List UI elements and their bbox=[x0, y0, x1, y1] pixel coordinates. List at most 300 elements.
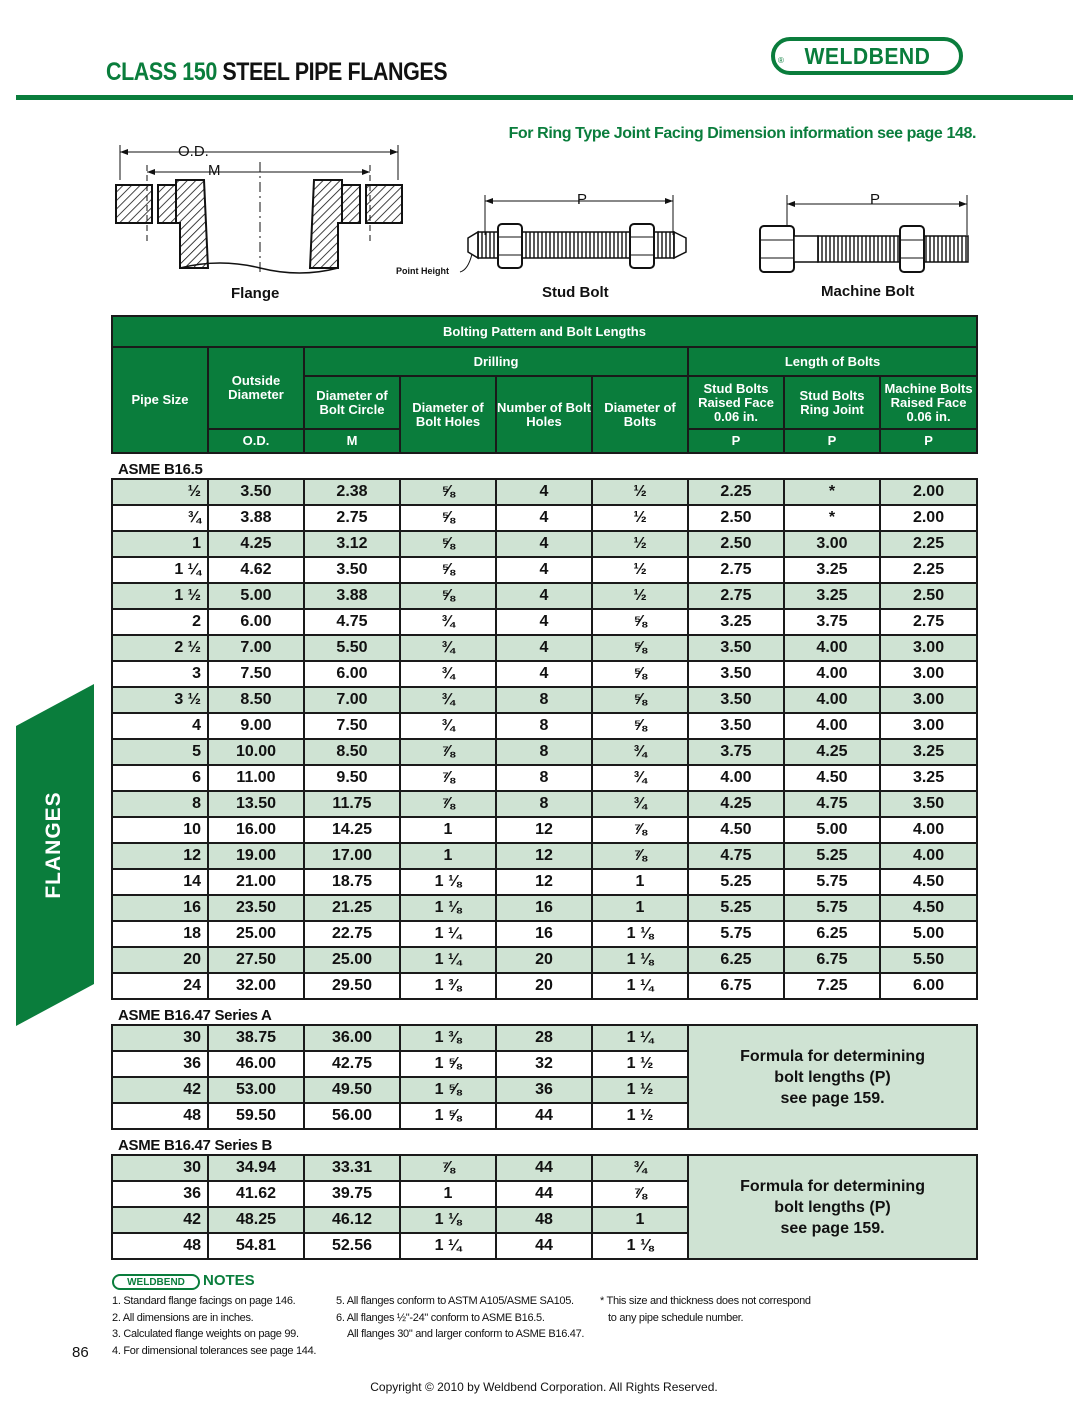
table-row bbox=[112, 791, 977, 817]
cell-outside-diameter: 8.50 bbox=[208, 687, 304, 713]
side-tab-label: FLANGES bbox=[42, 791, 65, 899]
cell-number-of-holes: 8 bbox=[496, 765, 592, 791]
cell-pipe-size: 20 bbox=[112, 947, 208, 973]
weldbend-logo bbox=[771, 37, 963, 75]
cell-bolt-circle: 9.50 bbox=[304, 765, 400, 791]
table-row bbox=[112, 583, 977, 609]
cell-machine-raised-face: 4.00 bbox=[880, 817, 977, 843]
cell-pipe-size: 30 bbox=[112, 1025, 208, 1051]
cell-machine-raised-face: 3.00 bbox=[880, 661, 977, 687]
page-title-class: CLASS 150 bbox=[106, 58, 217, 86]
cell-pipe-size: 16 bbox=[112, 895, 208, 921]
cell-bolt-diameter: ⅝ bbox=[592, 661, 688, 687]
table-row bbox=[112, 921, 977, 947]
formula-note bbox=[688, 1155, 977, 1259]
cell-bolt-hole-diameter: 1 ⅛ bbox=[400, 869, 496, 895]
cell-stud-ring-joint: 6.75 bbox=[784, 947, 880, 973]
cell-stud-ring-joint: 3.00 bbox=[784, 531, 880, 557]
cell-bolt-hole-diameter: 1 ⅝ bbox=[400, 1103, 496, 1129]
stud-p-label: P bbox=[577, 191, 588, 208]
table-row bbox=[112, 687, 977, 713]
cell-outside-diameter: 16.00 bbox=[208, 817, 304, 843]
table-row bbox=[112, 843, 977, 869]
od-dimension-label: O.D. bbox=[178, 143, 209, 160]
cell-number-of-holes: 12 bbox=[496, 817, 592, 843]
cell-machine-raised-face: 2.00 bbox=[880, 479, 977, 505]
cell-machine-raised-face: 5.50 bbox=[880, 947, 977, 973]
cell-bolt-diameter: ½ bbox=[592, 557, 688, 583]
table-header bbox=[112, 316, 977, 453]
cell-outside-diameter: 23.50 bbox=[208, 895, 304, 921]
col-pipe-size: Pipe Size bbox=[112, 347, 208, 453]
cell-bolt-circle: 4.75 bbox=[304, 609, 400, 635]
cell-outside-diameter: 19.00 bbox=[208, 843, 304, 869]
cell-number-of-holes: 4 bbox=[496, 609, 592, 635]
cell-number-of-holes: 44 bbox=[496, 1233, 592, 1259]
table-row bbox=[112, 505, 977, 531]
cell-bolt-circle: 46.12 bbox=[304, 1207, 400, 1233]
cell-bolt-hole-diameter: 1 ¼ bbox=[400, 947, 496, 973]
cell-bolt-circle: 33.31 bbox=[304, 1155, 400, 1181]
cell-bolt-circle: 36.00 bbox=[304, 1025, 400, 1051]
table-row bbox=[112, 635, 977, 661]
cell-outside-diameter: 3.50 bbox=[208, 479, 304, 505]
col-number-of-holes: Number of Bolt Holes bbox=[496, 376, 592, 453]
cell-machine-raised-face: 2.75 bbox=[880, 609, 977, 635]
cell-pipe-size: 14 bbox=[112, 869, 208, 895]
cell-stud-raised-face: 4.75 bbox=[688, 843, 784, 869]
cell-bolt-hole-diameter: ¾ bbox=[400, 687, 496, 713]
page-title-product: STEEL PIPE FLANGES bbox=[222, 58, 448, 86]
cell-bolt-diameter: ⅝ bbox=[592, 687, 688, 713]
cell-bolt-diameter: ¾ bbox=[592, 1155, 688, 1181]
cell-outside-diameter: 10.00 bbox=[208, 739, 304, 765]
cell-number-of-holes: 20 bbox=[496, 973, 592, 999]
col-stud-ring-joint: Stud Bolts Ring Joint bbox=[784, 376, 880, 429]
logo-registered-mark: ® bbox=[778, 56, 784, 65]
cell-bolt-diameter: ½ bbox=[592, 531, 688, 557]
table-row bbox=[112, 973, 977, 999]
cell-number-of-holes: 4 bbox=[496, 661, 592, 687]
cell-outside-diameter: 27.50 bbox=[208, 947, 304, 973]
col-bolt-circle: Diameter of Bolt Circle bbox=[304, 376, 400, 429]
cell-bolt-circle: 3.12 bbox=[304, 531, 400, 557]
cell-bolt-hole-diameter: ⅝ bbox=[400, 531, 496, 557]
cell-stud-raised-face: 3.50 bbox=[688, 661, 784, 687]
formula-line: bolt lengths (P) bbox=[774, 1068, 891, 1086]
note-1: 1. Standard flange facings on page 146. bbox=[112, 1295, 296, 1307]
cell-pipe-size: 1 ¼ bbox=[112, 557, 208, 583]
table-row bbox=[112, 479, 977, 505]
cell-stud-ring-joint: 5.25 bbox=[784, 843, 880, 869]
cell-machine-raised-face: 3.25 bbox=[880, 739, 977, 765]
cell-machine-raised-face: 2.50 bbox=[880, 583, 977, 609]
cell-outside-diameter: 4.25 bbox=[208, 531, 304, 557]
cell-stud-raised-face: 3.50 bbox=[688, 687, 784, 713]
cell-number-of-holes: 44 bbox=[496, 1155, 592, 1181]
cell-pipe-size: 42 bbox=[112, 1077, 208, 1103]
copyright-notice: Copyright © 2010 by Weldbend Corporation. All Rights Reserved. bbox=[370, 1380, 718, 1394]
cell-bolt-hole-diameter: ⅞ bbox=[400, 765, 496, 791]
group-drilling: Drilling bbox=[304, 347, 688, 376]
col-stud-raised-face: Stud Bolts Raised Face 0.06 in. bbox=[688, 376, 784, 429]
formula-line: Formula for determining bbox=[740, 1177, 925, 1195]
cell-outside-diameter: 54.81 bbox=[208, 1233, 304, 1259]
cell-bolt-circle: 6.00 bbox=[304, 661, 400, 687]
cell-number-of-holes: 8 bbox=[496, 791, 592, 817]
cell-number-of-holes: 48 bbox=[496, 1207, 592, 1233]
cell-pipe-size: 48 bbox=[112, 1103, 208, 1129]
cell-bolt-hole-diameter: 1 ⅛ bbox=[400, 1207, 496, 1233]
cell-stud-raised-face: 2.75 bbox=[688, 583, 784, 609]
ring-joint-note: For Ring Type Joint Facing Dimension information see page 148. bbox=[508, 125, 976, 142]
cell-stud-raised-face: 4.50 bbox=[688, 817, 784, 843]
cell-outside-diameter: 34.94 bbox=[208, 1155, 304, 1181]
cell-bolt-hole-diameter: ¾ bbox=[400, 635, 496, 661]
col-p-symbol-3: P bbox=[880, 429, 977, 453]
m-dimension-label: M bbox=[208, 162, 221, 179]
section-asme-b16-5: ASME B16.5 bbox=[118, 461, 203, 478]
cell-bolt-circle: 52.56 bbox=[304, 1233, 400, 1259]
cell-pipe-size: 10 bbox=[112, 817, 208, 843]
cell-pipe-size: 24 bbox=[112, 973, 208, 999]
table-title: Bolting Pattern and Bolt Lengths bbox=[112, 316, 977, 347]
cell-outside-diameter: 41.62 bbox=[208, 1181, 304, 1207]
cell-stud-ring-joint: 6.25 bbox=[784, 921, 880, 947]
cell-pipe-size: 42 bbox=[112, 1207, 208, 1233]
cell-bolt-hole-diameter: ⅝ bbox=[400, 505, 496, 531]
note-6-continued: All flanges 30" and larger conform to ASME B16.47. bbox=[347, 1328, 585, 1340]
cell-bolt-circle: 17.00 bbox=[304, 843, 400, 869]
notes-logo bbox=[112, 1274, 200, 1290]
machine-p-label: P bbox=[870, 191, 881, 208]
cell-bolt-circle: 5.50 bbox=[304, 635, 400, 661]
cell-bolt-diameter: 1 ⅛ bbox=[592, 947, 688, 973]
note-star-line-2: to any pipe schedule number. bbox=[608, 1312, 744, 1324]
cell-bolt-circle: 22.75 bbox=[304, 921, 400, 947]
cell-bolt-diameter: ¾ bbox=[592, 765, 688, 791]
cell-machine-raised-face: 2.00 bbox=[880, 505, 977, 531]
cell-bolt-hole-diameter: ⅝ bbox=[400, 479, 496, 505]
table-row bbox=[112, 895, 977, 921]
cell-stud-raised-face: 2.25 bbox=[688, 479, 784, 505]
machine-bolt-caption: Machine Bolt bbox=[821, 283, 915, 300]
cell-bolt-hole-diameter: 1 ⅝ bbox=[400, 1051, 496, 1077]
table-row bbox=[112, 1155, 977, 1181]
note-4: 4. For dimensional tolerances see page 144. bbox=[112, 1345, 317, 1357]
table-row bbox=[112, 661, 977, 687]
cell-bolt-hole-diameter: ⅞ bbox=[400, 791, 496, 817]
cell-machine-raised-face: 6.00 bbox=[880, 973, 977, 999]
cell-pipe-size: 36 bbox=[112, 1181, 208, 1207]
cell-stud-raised-face: 6.25 bbox=[688, 947, 784, 973]
cell-bolt-hole-diameter: 1 bbox=[400, 843, 496, 869]
page-title bbox=[106, 58, 447, 87]
cell-number-of-holes: 12 bbox=[496, 869, 592, 895]
cell-outside-diameter: 6.00 bbox=[208, 609, 304, 635]
cell-bolt-diameter: 1 ¼ bbox=[592, 1025, 688, 1051]
col-bolt-holes-diameter: Diameter of Bolt Holes bbox=[400, 376, 496, 453]
cell-bolt-diameter: ⅝ bbox=[592, 713, 688, 739]
cell-stud-raised-face: 4.25 bbox=[688, 791, 784, 817]
cell-bolt-circle: 2.75 bbox=[304, 505, 400, 531]
table-row bbox=[112, 817, 977, 843]
col-machine-raised-face: Machine Bolts Raised Face 0.06 in. bbox=[880, 376, 977, 429]
table-row bbox=[112, 713, 977, 739]
table-row bbox=[112, 869, 977, 895]
cell-outside-diameter: 21.00 bbox=[208, 869, 304, 895]
machine-bolt-drawing bbox=[760, 195, 968, 272]
note-5: 5. All flanges conform to ASTM A105/ASME SA105. bbox=[336, 1295, 574, 1307]
cell-bolt-diameter: ⅞ bbox=[592, 817, 688, 843]
cell-stud-raised-face: 2.75 bbox=[688, 557, 784, 583]
cell-outside-diameter: 7.50 bbox=[208, 661, 304, 687]
cell-stud-ring-joint: 4.25 bbox=[784, 739, 880, 765]
cell-stud-ring-joint: 3.25 bbox=[784, 583, 880, 609]
cell-bolt-circle: 21.25 bbox=[304, 895, 400, 921]
cell-pipe-size: ½ bbox=[112, 479, 208, 505]
cell-bolt-hole-diameter: 1 ¼ bbox=[400, 921, 496, 947]
logo-text: WELDBEND bbox=[804, 42, 930, 69]
cell-bolt-diameter: 1 ⅛ bbox=[592, 921, 688, 947]
bolting-table bbox=[111, 315, 978, 1260]
cell-bolt-diameter: ½ bbox=[592, 505, 688, 531]
cell-number-of-holes: 12 bbox=[496, 843, 592, 869]
cell-bolt-diameter: ⅞ bbox=[592, 1181, 688, 1207]
cell-number-of-holes: 4 bbox=[496, 531, 592, 557]
cell-machine-raised-face: 3.00 bbox=[880, 635, 977, 661]
cell-stud-ring-joint: 4.00 bbox=[784, 635, 880, 661]
cell-number-of-holes: 4 bbox=[496, 505, 592, 531]
cell-stud-raised-face: 2.50 bbox=[688, 531, 784, 557]
cell-bolt-hole-diameter: ⅝ bbox=[400, 583, 496, 609]
notes-title: NOTES bbox=[203, 1272, 255, 1289]
point-height-label: Point Height bbox=[396, 266, 449, 276]
cell-bolt-hole-diameter: 1 ⅛ bbox=[400, 895, 496, 921]
cell-outside-diameter: 5.00 bbox=[208, 583, 304, 609]
table-row bbox=[112, 947, 977, 973]
cell-bolt-diameter: 1 ½ bbox=[592, 1077, 688, 1103]
flange-drawing bbox=[116, 145, 402, 273]
cell-pipe-size: ¾ bbox=[112, 505, 208, 531]
cell-pipe-size: 4 bbox=[112, 713, 208, 739]
cell-number-of-holes: 4 bbox=[496, 583, 592, 609]
cell-stud-ring-joint: 3.25 bbox=[784, 557, 880, 583]
col-p-symbol-1: P bbox=[688, 429, 784, 453]
cell-stud-ring-joint: 5.00 bbox=[784, 817, 880, 843]
cell-stud-ring-joint: 4.00 bbox=[784, 661, 880, 687]
cell-number-of-holes: 44 bbox=[496, 1181, 592, 1207]
cell-bolt-diameter: 1 ½ bbox=[592, 1103, 688, 1129]
cell-bolt-diameter: 1 bbox=[592, 1207, 688, 1233]
cell-stud-ring-joint: 4.00 bbox=[784, 713, 880, 739]
stud-bolt-caption: Stud Bolt bbox=[542, 284, 609, 301]
cell-bolt-hole-diameter: 1 ⅝ bbox=[400, 1077, 496, 1103]
cell-bolt-diameter: 1 ¼ bbox=[592, 973, 688, 999]
cell-stud-raised-face: 4.00 bbox=[688, 765, 784, 791]
cell-number-of-holes: 4 bbox=[496, 635, 592, 661]
cell-stud-ring-joint: 5.75 bbox=[784, 895, 880, 921]
cell-bolt-hole-diameter: ⅞ bbox=[400, 739, 496, 765]
cell-machine-raised-face: 2.25 bbox=[880, 557, 977, 583]
note-3: 3. Calculated flange weights on page 99. bbox=[112, 1328, 299, 1340]
cell-bolt-circle: 7.00 bbox=[304, 687, 400, 713]
cell-outside-diameter: 32.00 bbox=[208, 973, 304, 999]
cell-pipe-size: 12 bbox=[112, 843, 208, 869]
cell-outside-diameter: 25.00 bbox=[208, 921, 304, 947]
cell-bolt-circle: 3.50 bbox=[304, 557, 400, 583]
col-p-symbol-2: P bbox=[784, 429, 880, 453]
cell-stud-raised-face: 3.50 bbox=[688, 713, 784, 739]
cell-pipe-size: 3 ½ bbox=[112, 687, 208, 713]
cell-outside-diameter: 7.00 bbox=[208, 635, 304, 661]
cell-bolt-circle: 42.75 bbox=[304, 1051, 400, 1077]
cell-stud-raised-face: 5.75 bbox=[688, 921, 784, 947]
cell-number-of-holes: 16 bbox=[496, 921, 592, 947]
table-row bbox=[112, 739, 977, 765]
cell-stud-raised-face: 3.75 bbox=[688, 739, 784, 765]
cell-stud-raised-face: 3.50 bbox=[688, 635, 784, 661]
cell-number-of-holes: 32 bbox=[496, 1051, 592, 1077]
cell-pipe-size: 8 bbox=[112, 791, 208, 817]
cell-stud-ring-joint: 7.25 bbox=[784, 973, 880, 999]
cell-stud-ring-joint: 5.75 bbox=[784, 869, 880, 895]
cell-pipe-size: 2 ½ bbox=[112, 635, 208, 661]
cell-outside-diameter: 3.88 bbox=[208, 505, 304, 531]
cell-stud-raised-face: 3.25 bbox=[688, 609, 784, 635]
table-row bbox=[112, 765, 977, 791]
section-asme-b16-47-series-b: ASME B16.47 Series B bbox=[118, 1137, 273, 1154]
cell-number-of-holes: 20 bbox=[496, 947, 592, 973]
note-star-line-1: * This size and thickness does not correspond bbox=[600, 1295, 811, 1307]
cell-pipe-size: 3 bbox=[112, 661, 208, 687]
cell-machine-raised-face: 2.25 bbox=[880, 531, 977, 557]
cell-bolt-diameter: ⅝ bbox=[592, 635, 688, 661]
cell-bolt-circle: 49.50 bbox=[304, 1077, 400, 1103]
cell-pipe-size: 48 bbox=[112, 1233, 208, 1259]
cell-stud-ring-joint: * bbox=[784, 479, 880, 505]
cell-outside-diameter: 59.50 bbox=[208, 1103, 304, 1129]
cell-stud-ring-joint: 3.75 bbox=[784, 609, 880, 635]
cell-bolt-diameter: ½ bbox=[592, 479, 688, 505]
cell-outside-diameter: 46.00 bbox=[208, 1051, 304, 1077]
cell-bolt-hole-diameter: ¾ bbox=[400, 609, 496, 635]
col-od-symbol: O.D. bbox=[208, 429, 304, 453]
cell-bolt-circle: 8.50 bbox=[304, 739, 400, 765]
cell-bolt-diameter: 1 ⅛ bbox=[592, 1233, 688, 1259]
cell-bolt-diameter: ¾ bbox=[592, 791, 688, 817]
cell-bolt-hole-diameter: ¾ bbox=[400, 661, 496, 687]
cell-bolt-diameter: ½ bbox=[592, 583, 688, 609]
page-number: 86 bbox=[72, 1344, 89, 1361]
cell-bolt-hole-diameter: 1 bbox=[400, 817, 496, 843]
cell-bolt-hole-diameter: ¾ bbox=[400, 713, 496, 739]
table-row bbox=[112, 609, 977, 635]
cell-bolt-hole-diameter: 1 bbox=[400, 1181, 496, 1207]
table-row bbox=[112, 557, 977, 583]
cell-bolt-circle: 18.75 bbox=[304, 869, 400, 895]
cell-bolt-circle: 25.00 bbox=[304, 947, 400, 973]
cell-pipe-size: 1 ½ bbox=[112, 583, 208, 609]
flange-caption: Flange bbox=[231, 285, 280, 302]
cell-stud-raised-face: 5.25 bbox=[688, 895, 784, 921]
cell-machine-raised-face: 3.25 bbox=[880, 765, 977, 791]
cell-pipe-size: 30 bbox=[112, 1155, 208, 1181]
notes-logo-text: WELDBEND bbox=[127, 1276, 185, 1288]
cell-bolt-hole-diameter: 1 ¼ bbox=[400, 1233, 496, 1259]
cell-bolt-diameter: 1 ½ bbox=[592, 1051, 688, 1077]
cell-pipe-size: 1 bbox=[112, 531, 208, 557]
formula-line: see page 159. bbox=[780, 1089, 885, 1107]
cell-stud-raised-face: 6.75 bbox=[688, 973, 784, 999]
cell-machine-raised-face: 3.00 bbox=[880, 713, 977, 739]
cell-bolt-diameter: ⅞ bbox=[592, 843, 688, 869]
cell-bolt-circle: 29.50 bbox=[304, 973, 400, 999]
cell-stud-raised-face: 5.25 bbox=[688, 869, 784, 895]
cell-bolt-circle: 11.75 bbox=[304, 791, 400, 817]
cell-machine-raised-face: 4.50 bbox=[880, 895, 977, 921]
cell-number-of-holes: 28 bbox=[496, 1025, 592, 1051]
cell-bolt-diameter: 1 bbox=[592, 895, 688, 921]
cell-number-of-holes: 8 bbox=[496, 713, 592, 739]
cell-pipe-size: 36 bbox=[112, 1051, 208, 1077]
cell-outside-diameter: 13.50 bbox=[208, 791, 304, 817]
cell-stud-ring-joint: * bbox=[784, 505, 880, 531]
cell-bolt-diameter: ⅝ bbox=[592, 609, 688, 635]
table-row bbox=[112, 1025, 977, 1051]
table-body bbox=[112, 453, 977, 1259]
cell-outside-diameter: 11.00 bbox=[208, 765, 304, 791]
cell-bolt-circle: 14.25 bbox=[304, 817, 400, 843]
cell-number-of-holes: 4 bbox=[496, 479, 592, 505]
formula-line: see page 159. bbox=[780, 1219, 885, 1237]
cell-number-of-holes: 4 bbox=[496, 557, 592, 583]
cell-pipe-size: 6 bbox=[112, 765, 208, 791]
cell-machine-raised-face: 4.50 bbox=[880, 869, 977, 895]
cell-pipe-size: 5 bbox=[112, 739, 208, 765]
formula-line: bolt lengths (P) bbox=[774, 1198, 891, 1216]
cell-stud-raised-face: 2.50 bbox=[688, 505, 784, 531]
cell-pipe-size: 18 bbox=[112, 921, 208, 947]
cell-number-of-holes: 16 bbox=[496, 895, 592, 921]
formula-note bbox=[688, 1025, 977, 1129]
formula-line: Formula for determining bbox=[740, 1047, 925, 1065]
cell-outside-diameter: 9.00 bbox=[208, 713, 304, 739]
cell-stud-ring-joint: 4.00 bbox=[784, 687, 880, 713]
cell-bolt-hole-diameter: ⅞ bbox=[400, 1155, 496, 1181]
cell-bolt-hole-diameter: 1 ⅜ bbox=[400, 973, 496, 999]
cell-bolt-circle: 7.50 bbox=[304, 713, 400, 739]
cell-number-of-holes: 36 bbox=[496, 1077, 592, 1103]
header-divider bbox=[16, 95, 1073, 100]
cell-bolt-circle: 2.38 bbox=[304, 479, 400, 505]
note-2: 2. All dimensions are in inches. bbox=[112, 1312, 254, 1324]
cell-machine-raised-face: 4.00 bbox=[880, 843, 977, 869]
col-m-symbol: M bbox=[304, 429, 400, 453]
cell-pipe-size: 2 bbox=[112, 609, 208, 635]
cell-bolt-diameter: ¾ bbox=[592, 739, 688, 765]
cell-stud-ring-joint: 4.75 bbox=[784, 791, 880, 817]
cell-machine-raised-face: 3.50 bbox=[880, 791, 977, 817]
section-asme-b16-47-series-a: ASME B16.47 Series A bbox=[118, 1007, 272, 1024]
cell-bolt-circle: 56.00 bbox=[304, 1103, 400, 1129]
stud-bolt-drawing bbox=[460, 195, 686, 272]
cell-number-of-holes: 44 bbox=[496, 1103, 592, 1129]
cell-bolt-diameter: 1 bbox=[592, 869, 688, 895]
cell-bolt-circle: 39.75 bbox=[304, 1181, 400, 1207]
cell-number-of-holes: 8 bbox=[496, 687, 592, 713]
cell-outside-diameter: 53.00 bbox=[208, 1077, 304, 1103]
